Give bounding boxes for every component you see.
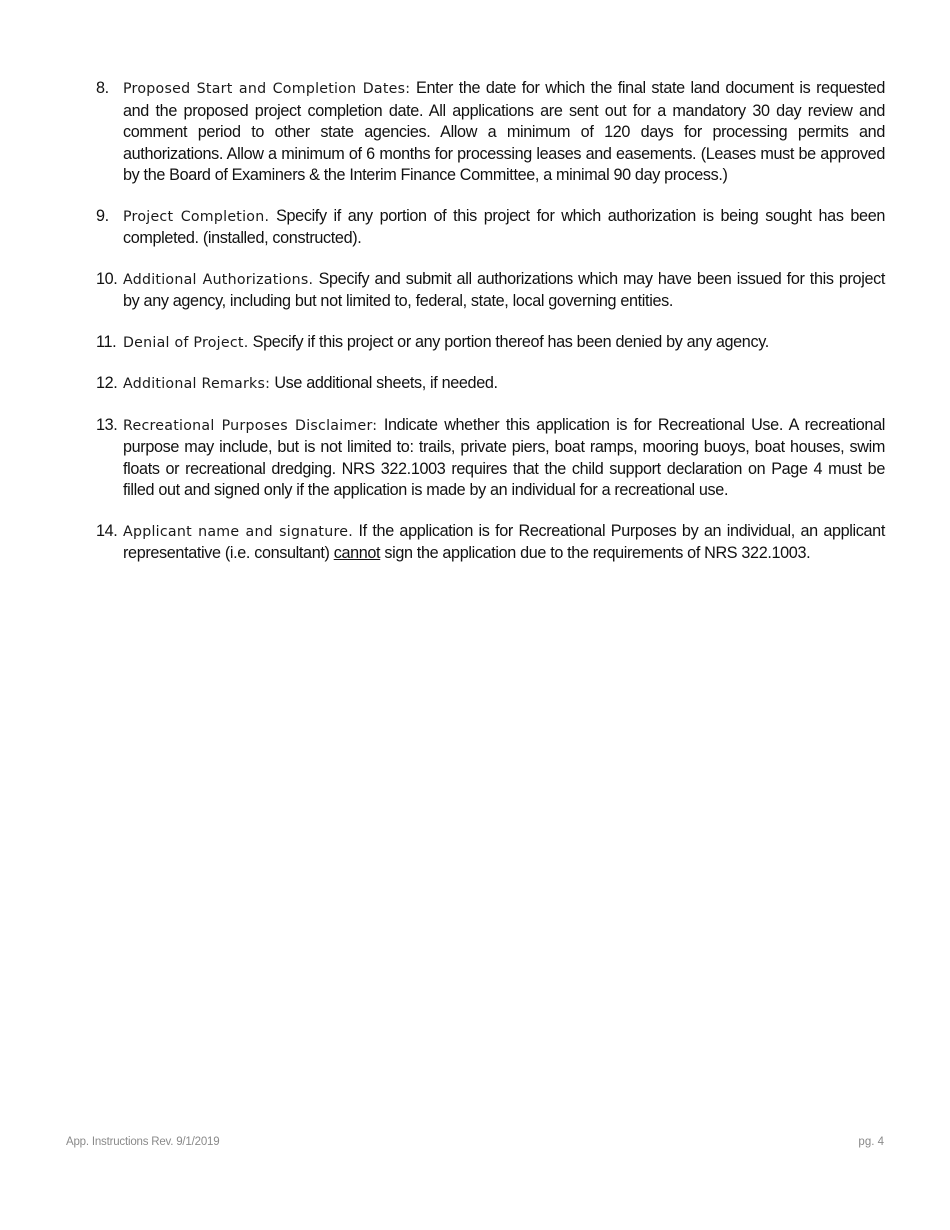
list-item	[96, 415, 885, 502]
item-body	[123, 78, 885, 187]
item-text: Specify and submit all authorizations which may have been issued for this project by any agency, including but not limited to, federal, state, local governing entities.	[123, 269, 885, 310]
item-heading: Additional Remarks:	[123, 376, 271, 392]
item-heading: Denial of Project.	[123, 334, 249, 351]
item-text: Enter the date for which the final state land document is requested and the proposed project completion date. All applications are sent out for a mandatory 30 day review and comment period to other state agencies. Allow a minimum of 120 days for processing permits and authorizations. Allow a minimum of 6 months for processing leases and easements. (Leases must be approved by the Board of Examiners & the Interim Finance Committee, a minimal 90 day process.)	[123, 79, 885, 184]
item-text: Indicate whether this application is for Recreational Use. A recreational purpose may include, but is not limited to: trails, private piers, boat ramps, mooring buoys, boat houses, swim floats or recreational dredging. NRS 322.1003 requires that the child support declaration on Page 4 must be filled out and signed only if the application is made by an individual for a recreational use.	[123, 415, 885, 499]
item-heading: Recreational Purposes Disclaimer:	[123, 417, 378, 434]
item-number: 10.	[96, 269, 118, 288]
footer-page-number: pg. 4	[858, 1136, 884, 1148]
item-text: Specify if this project or any portion thereof has been denied by any agency.	[248, 332, 769, 351]
item-number: 14.	[96, 521, 118, 540]
item-number: 11.	[96, 332, 117, 351]
item-number: 9.	[96, 206, 109, 225]
item-number: 13.	[96, 415, 118, 434]
item-body	[123, 415, 885, 502]
item-body	[123, 521, 885, 565]
item-body	[123, 373, 885, 396]
list-item	[96, 332, 885, 355]
footer-revision: App. Instructions Rev. 9/1/2019	[66, 1136, 220, 1148]
item-heading: Proposed Start and Completion Dates:	[123, 81, 411, 97]
list-item	[96, 78, 885, 187]
item-heading: Additional Authorizations.	[123, 271, 314, 288]
item-text: Specify if any portion of this project for which authorization is being sought has been completed. (installed, constructed).	[123, 206, 886, 247]
item-body	[123, 269, 885, 313]
list-item	[96, 269, 885, 313]
item-text: sign the application due to the requirements of NRS 322.1003.	[380, 544, 811, 562]
item-body	[123, 332, 885, 355]
list-item	[96, 373, 885, 396]
item-body	[123, 206, 885, 250]
item-heading: Applicant name and signature.	[123, 523, 353, 540]
item-number: 8.	[96, 79, 109, 97]
item-heading: Project Completion.	[123, 208, 270, 225]
item-text: Use additional sheets, if needed.	[270, 374, 498, 392]
item-number: 12.	[96, 374, 118, 392]
instructions-list	[96, 78, 885, 584]
underlined-word: cannot	[333, 544, 381, 562]
item-text: If the application is for Recreational Purposes by an individual, an applicant representative (i.e. consultant)	[123, 521, 885, 562]
list-item	[96, 521, 885, 565]
list-item	[96, 206, 885, 250]
